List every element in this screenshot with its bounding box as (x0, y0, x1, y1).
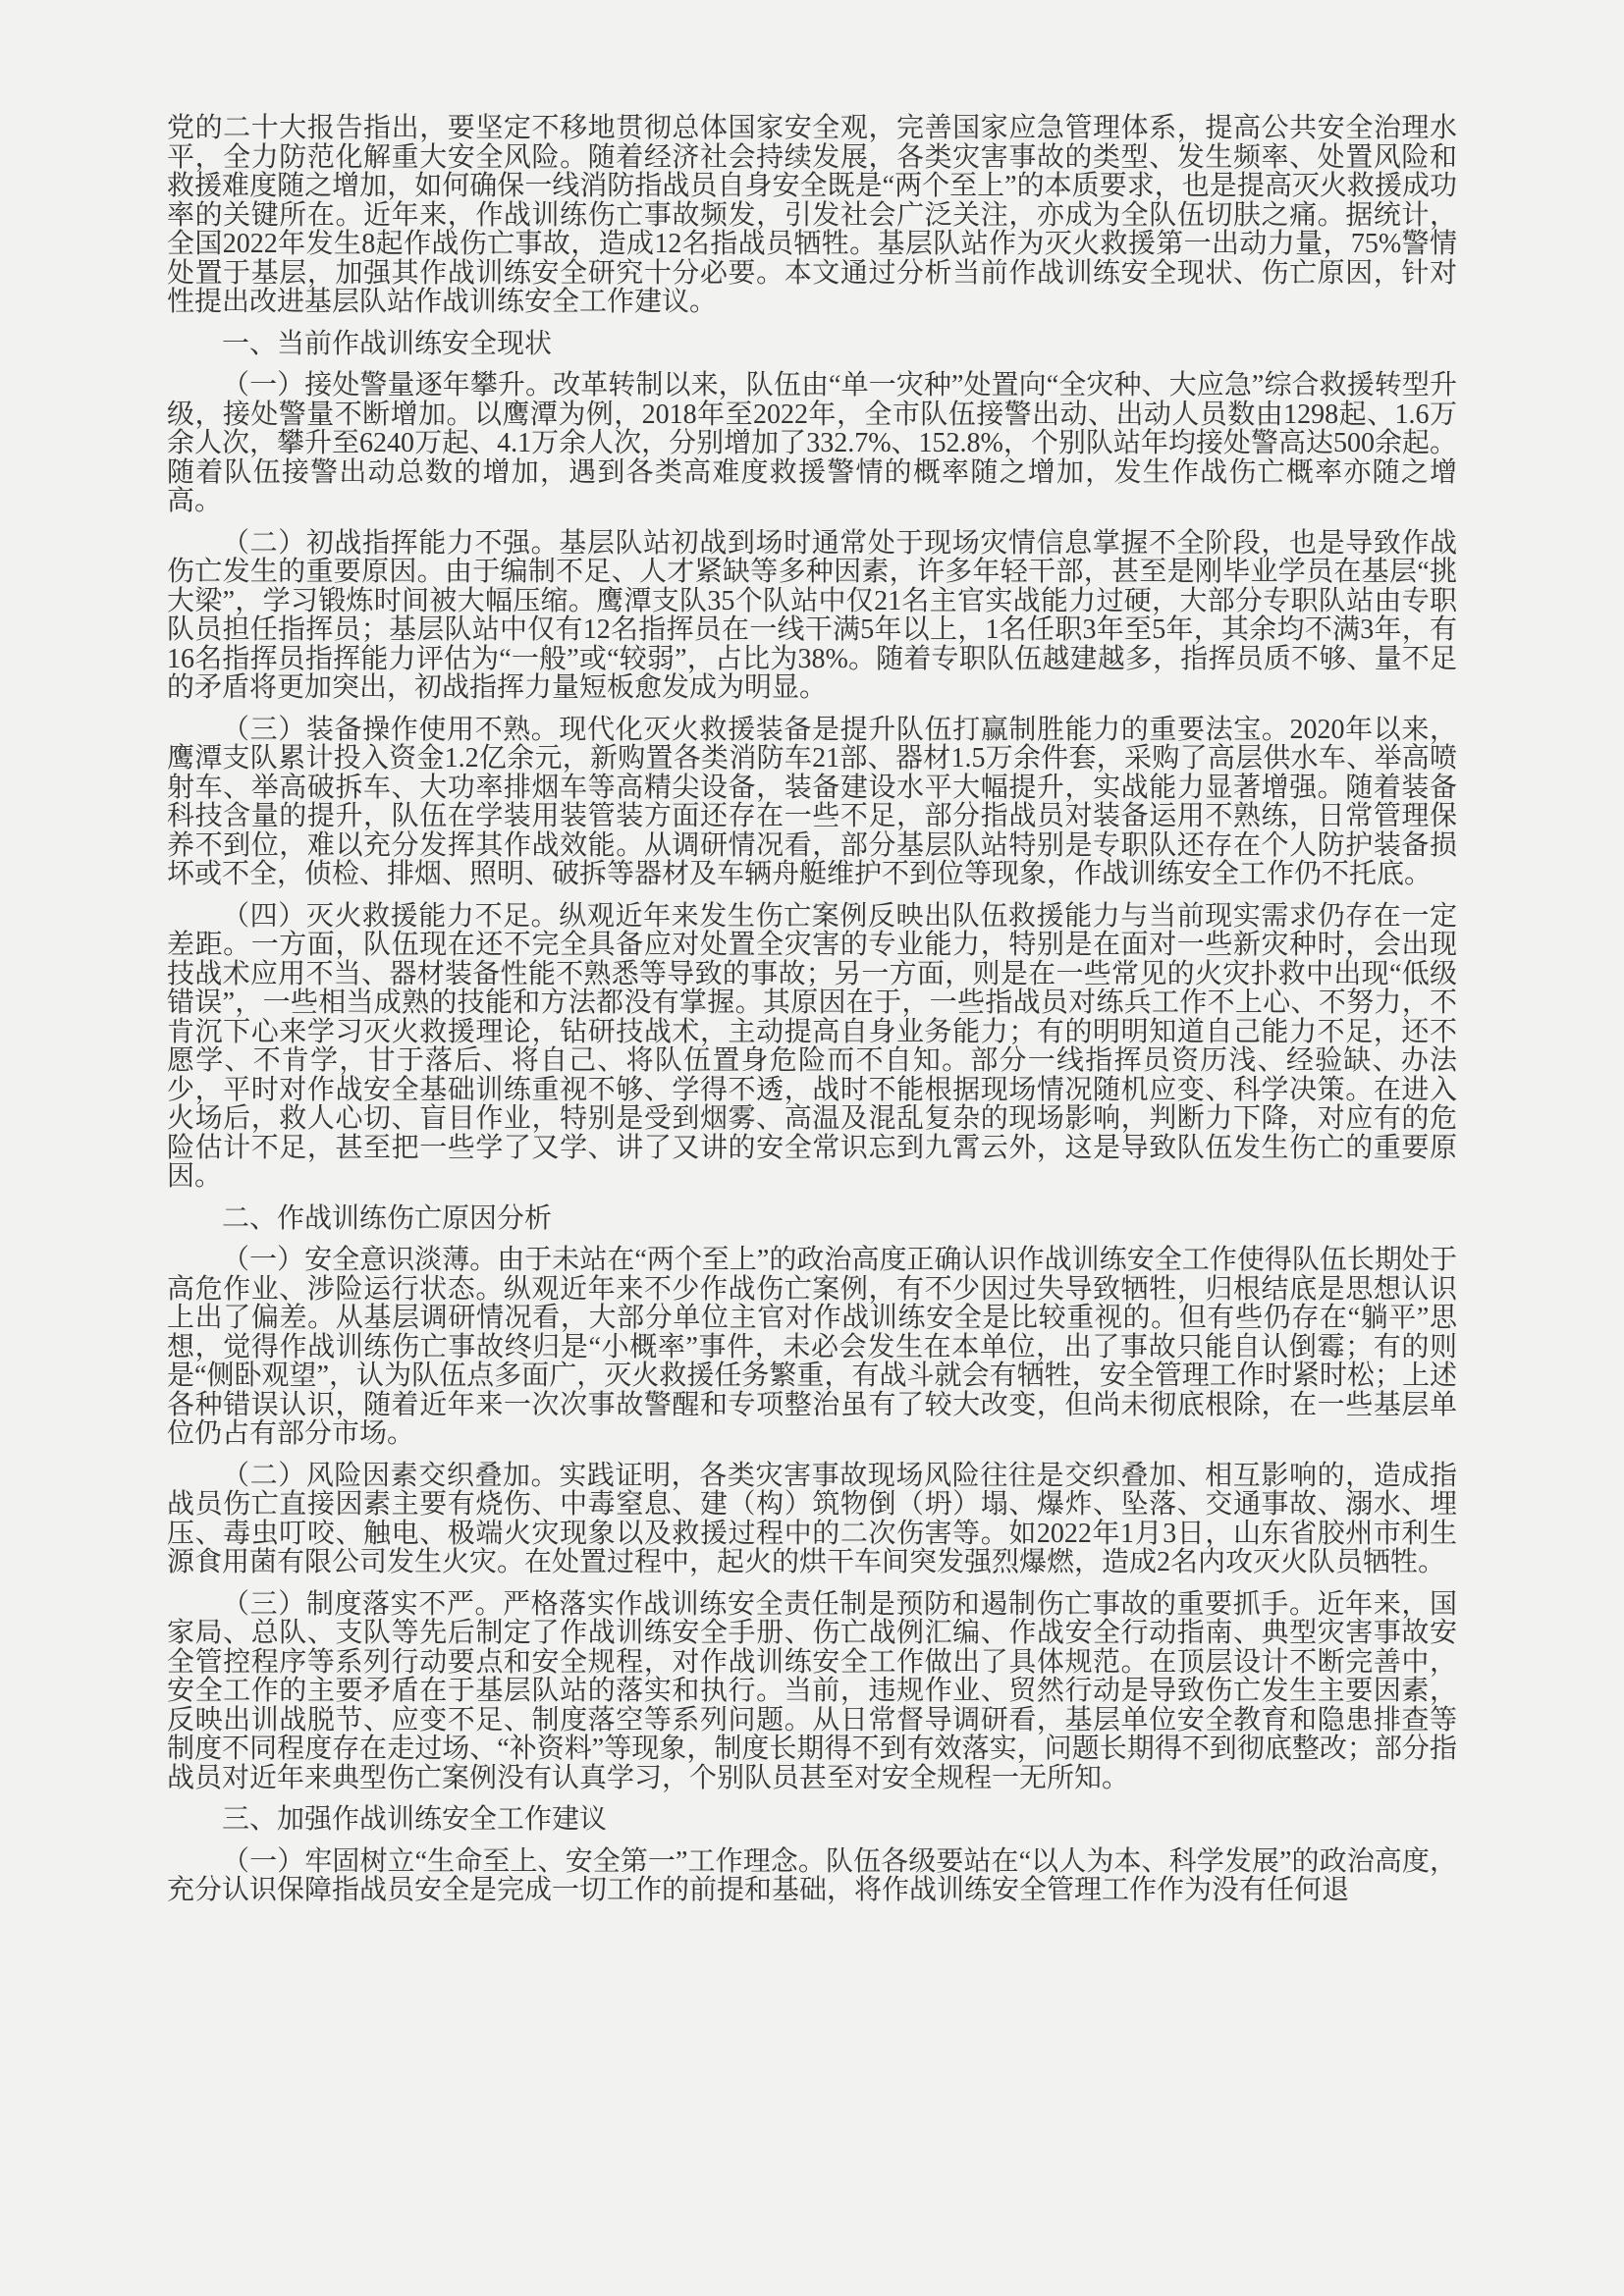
body-paragraph: （三）制度落实不严。严格落实作战训练安全责任制是预防和遏制伤亡事故的重要抓手。近年来，国家局、总队、支队等先后制定了作战训练安全手册、伤亡战例汇编、作战安全行动指南、典型灾害事故安全管控程序等系列行动要点和安全规程，对作战训练安全工作做出了具体规范。在顶层设计不断完善中，安全工作的主要矛盾在于基层队站的落实和执行。当前，违规作业、贸然行动是导致伤亡发生主要因素，反映出训战脱节、应变不足、制度落空等系列问题。从日常督导调研看，基层单位安全教育和隐患排查等制度不同程度存在走过场、“补资料”等现象，制度长期得不到有效落实，问题长期得不到彻底整改；部分指战员对近年来典型伤亡案例没有认真学习，个别队员甚至对安全规程一无所知。 (167, 1588, 1457, 1793)
body-paragraph: （一）牢固树立“生命至上、安全第一”工作理念。队伍各级要站在“以人为本、科学发展”的政治高度，充分认识保障指战员安全是完成一切工作的前提和基础，将作战训练安全管理工作作为没有任何退 (167, 1845, 1457, 1905)
body-paragraph: （三）装备操作使用不熟。现代化灭火救援装备是提升队伍打赢制胜能力的重要法宝。2020年以来，鹰潭支队累计投入资金1.2亿余元，新购置各类消防车21部、器材1.5万余件套，采购了高层供水车、举高喷射车、举高破拆车、大功率排烟车等高精尖设备，装备建设水平大幅提升，实战能力显著增强。随着装备科技含量的提升，队伍在学装用装管装方面还存在一些不足，部分指战员对装备运用不熟练，日常管理保养不到位，难以充分发挥其作战效能。从调研情况看，部分基层队站特别是专职队还存在个人防护装备损坏或不全，侦检、排烟、照明、破拆等器材及车辆舟艇维护不到位等现象，作战训练安全工作仍不托底。 (167, 714, 1457, 889)
section-heading: 一、当前作战训练安全现状 (222, 328, 553, 359)
document-content (167, 114, 1457, 1918)
section-heading: 二、作战训练伤亡原因分析 (222, 1202, 553, 1234)
body-paragraph: （四）灭火救援能力不足。纵观近年来发生伤亡案例反映出队伍救援能力与当前现实需求仍存在一定差距。一方面，队伍现在还不完全具备应对处置全灾害的专业能力，特别是在面对一些新灾种时，会出现技战术应用不当、器材装备性能不熟悉等导致的事故；另一方面，则是在一些常见的火灾扑救中出现“低级错误”，一些相当成熟的技能和方法都没有掌握。其原因在于，一些指战员对练兵工作不上心、不努力，不肯沉下心来学习灭火救援理论，钻研技战术，主动提高自身业务能力；有的明明知道自己能力不足，还不愿学、不肯学，甘于落后、将自己、将队伍置身危险而不自知。部分一线指挥员资历浅、经验缺、办法少，平时对作战安全基础训练重视不够、学得不透，战时不能根据现场情况随机应变、科学决策。在进入火场后，救人心切、盲目作业，特别是受到烟雾、高温及混乱复杂的现场影响，判断力下降，对应有的危险估计不足，甚至把一些学了又学、讲了又讲的安全常识忘到九霄云外，这是导致队伍发生伤亡的重要原因。 (167, 900, 1457, 1192)
body-paragraph: （一）安全意识淡薄。由于未站在“两个至上”的政治高度正确认识作战训练安全工作使得队伍长期处于高危作业、涉险运行状态。纵观近年来不少作战伤亡案例，有不少因过失导致牺牲，归根结底是思想认识上出了偏差。从基层调研情况看，大部分单位主官对作战训练安全是比较重视的。但有些仍存在“躺平”思想，觉得作战训练伤亡事故终归是“小概率”事件，未必会发生在本单位，出了事故只能自认倒霉；有的则是“侧卧观望”，认为队伍点多面广，灭火救援任务繁重，有战斗就会有牺牲，安全管理工作时紧时松；上述各种错误认识，随着近年来一次次事故警醒和专项整治虽有了较大改变，但尚未彻底根除，在一些基层单位仍占有部分市场。 (167, 1245, 1457, 1449)
body-paragraph: 党的二十大报告指出，要坚定不移地贯彻总体国家安全观，完善国家应急管理体系，提高公共安全治理水平，全力防范化解重大安全风险。随着经济社会持续发展，各类灾害事故的类型、发生频率、处置风险和救援难度随之增加，如何确保一线消防指战员自身安全既是“两个至上”的本质要求，也是提高灭火救援成功率的关键所在。近年来，作战训练伤亡事故频发，引发社会广泛关注，亦成为全队伍切肤之痛。据统计，全国2022年发生8起作战伤亡事故，造成12名指战员牺牲。基层队站作为灭火救援第一出动力量，75%警情处置于基层，加强其作战训练安全研究十分必要。本文通过分析当前作战训练安全现状、伤亡原因，针对性提出改进基层队站作战训练安全工作建议。 (167, 113, 1457, 317)
body-paragraph: （二）初战指挥能力不强。基层队站初战到场时通常处于现场灾情信息掌握不全阶段，也是导致作战伤亡发生的重要原因。由于编制不足、人才紧缺等多种因素，许多年轻干部，甚至是刚毕业学员在基层“挑大梁”，学习锻炼时间被大幅压缩。鹰潭支队35个队站中仅21名主官实战能力过硬，大部分专职队站由专职队员担任指挥员；基层队站中仅有12名指挥员在一线干满5年以上，1名任职3年至5年，其余均不满3年，有16名指挥员指挥能力评估为“一般”或“较弱”，占比为38%。随着专职队伍越建越多，指挥员质不够、量不足的矛盾将更加突出，初战指挥力量短板愈发成为明显。 (167, 527, 1457, 703)
body-paragraph: （一）接处警量逐年攀升。改革转制以来，队伍由“单一灾种”处置向“全灾种、大应急”综合救援转型升级，接处警量不断增加。以鹰潭为例，2018年至2022年，全市队伍接警出动、出动人员数由1298起、1.6万余人次，攀升至6240万起、4.1万余人次，分别增加了332.7%、152.8%，个别队站年均接处警高达500余起。随着队伍接警出动总数的增加，遇到各类高难度救援警情的概率随之增加，发生作战伤亡概率亦随之增高。 (167, 370, 1457, 516)
section-heading: 三、加强作战训练安全工作建议 (222, 1804, 608, 1835)
body-paragraph: （二）风险因素交织叠加。实践证明，各类灾害事故现场风险往往是交织叠加、相互影响的，造成指战员伤亡直接因素主要有烧伤、中毒窒息、建（构）筑物倒（坍）塌、爆炸、坠落、交通事故、溺水、埋压、毒虫叮咬、触电、极端火灾现象以及救援过程中的二次伤害等。如2022年1月3日，山东省胶州市利生源食用菌有限公司发生火灾。在处置过程中，起火的烘干车间突发强烈爆燃，造成2名内攻灭火队员牺牲。 (167, 1460, 1457, 1577)
